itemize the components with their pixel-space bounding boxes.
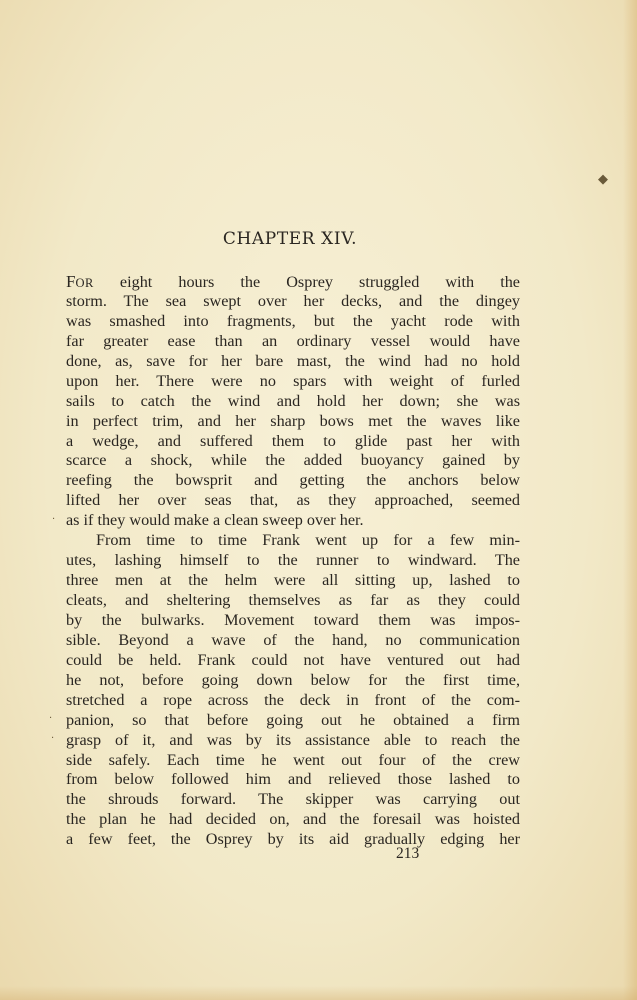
text-line: sails to catch the wind and hold her down; she was [66, 391, 520, 410]
text-line: from below followed him and relieved those lashed to [66, 770, 520, 789]
text-line: was smashed into fragments, but the yacht rode with [66, 311, 520, 330]
text-line: cleats, and sheltering themselves as far as they could [66, 591, 520, 609]
drop-word: FOR [66, 272, 94, 291]
text-line: he not, before going down below for the first time, [66, 670, 520, 689]
text-line: grasp of it, and was by its assistance able to reach the [66, 730, 520, 749]
text-line: sible. Beyond a wave of the hand, no communication [66, 630, 520, 649]
margin-dot-mark: · [51, 733, 55, 744]
page-bottom-shading [0, 986, 637, 1000]
text-line: by the bulwarks. Movement toward them was impos- [66, 610, 520, 629]
text-line: panion, so that before going out he obtained a firm [66, 710, 520, 729]
page-edge-shading [623, 0, 637, 1000]
page-number: 213 [396, 845, 420, 862]
text-line: scarce a shock, while the added buoyancy gained by [66, 451, 520, 470]
text-line-rest: eight hours the Osprey struggled with the [93, 273, 520, 291]
text-line: in perfect trim, and her sharp bows met the waves like [66, 411, 520, 430]
text-line: three men at the helm were all sitting up, lashed to [66, 571, 520, 590]
text-line: reefing the bowsprit and getting the anchors below [66, 471, 520, 490]
text-line: storm. The sea swept over her decks, and the dingey [66, 291, 520, 310]
text-line [66, 272, 520, 292]
margin-dot-mark: · [52, 514, 56, 525]
text-line: upon her. There were no spars with weight of furled [66, 371, 520, 390]
text-line: could be held. Frank could not have ventured out had [66, 650, 520, 669]
ink-blot-mark: ◆ [598, 172, 608, 187]
text-line: far greater ease than an ordinary vessel would have [66, 331, 520, 350]
text-line: From time to time Frank went up for a few min- [96, 531, 520, 550]
text-line: side safely. Each time he went out four of the crew [66, 750, 520, 769]
text-line: the shrouds forward. The skipper was carrying out [66, 790, 520, 809]
text-line: a few feet, the Osprey by its aid gradually edging her [66, 830, 520, 849]
text-line: the plan he had decided on, and the foresail was hoisted [66, 810, 520, 829]
chapter-title: CHAPTER XIV. [222, 229, 358, 249]
text-line: done, as, save for her bare mast, the wind had no hold [66, 351, 520, 370]
text-line: utes, lashing himself to the runner to windward. The [66, 551, 520, 570]
text-line: stretched a rope across the deck in front of the com- [66, 690, 520, 709]
text-line: a wedge, and suffered them to glide past her with [66, 431, 520, 450]
body-text [66, 272, 520, 850]
margin-dot-mark: · [49, 713, 53, 724]
text-line: as if they would make a clean sweep over her. [66, 511, 364, 530]
text-line: lifted her over seas that, as they approached, seemed [66, 491, 520, 510]
